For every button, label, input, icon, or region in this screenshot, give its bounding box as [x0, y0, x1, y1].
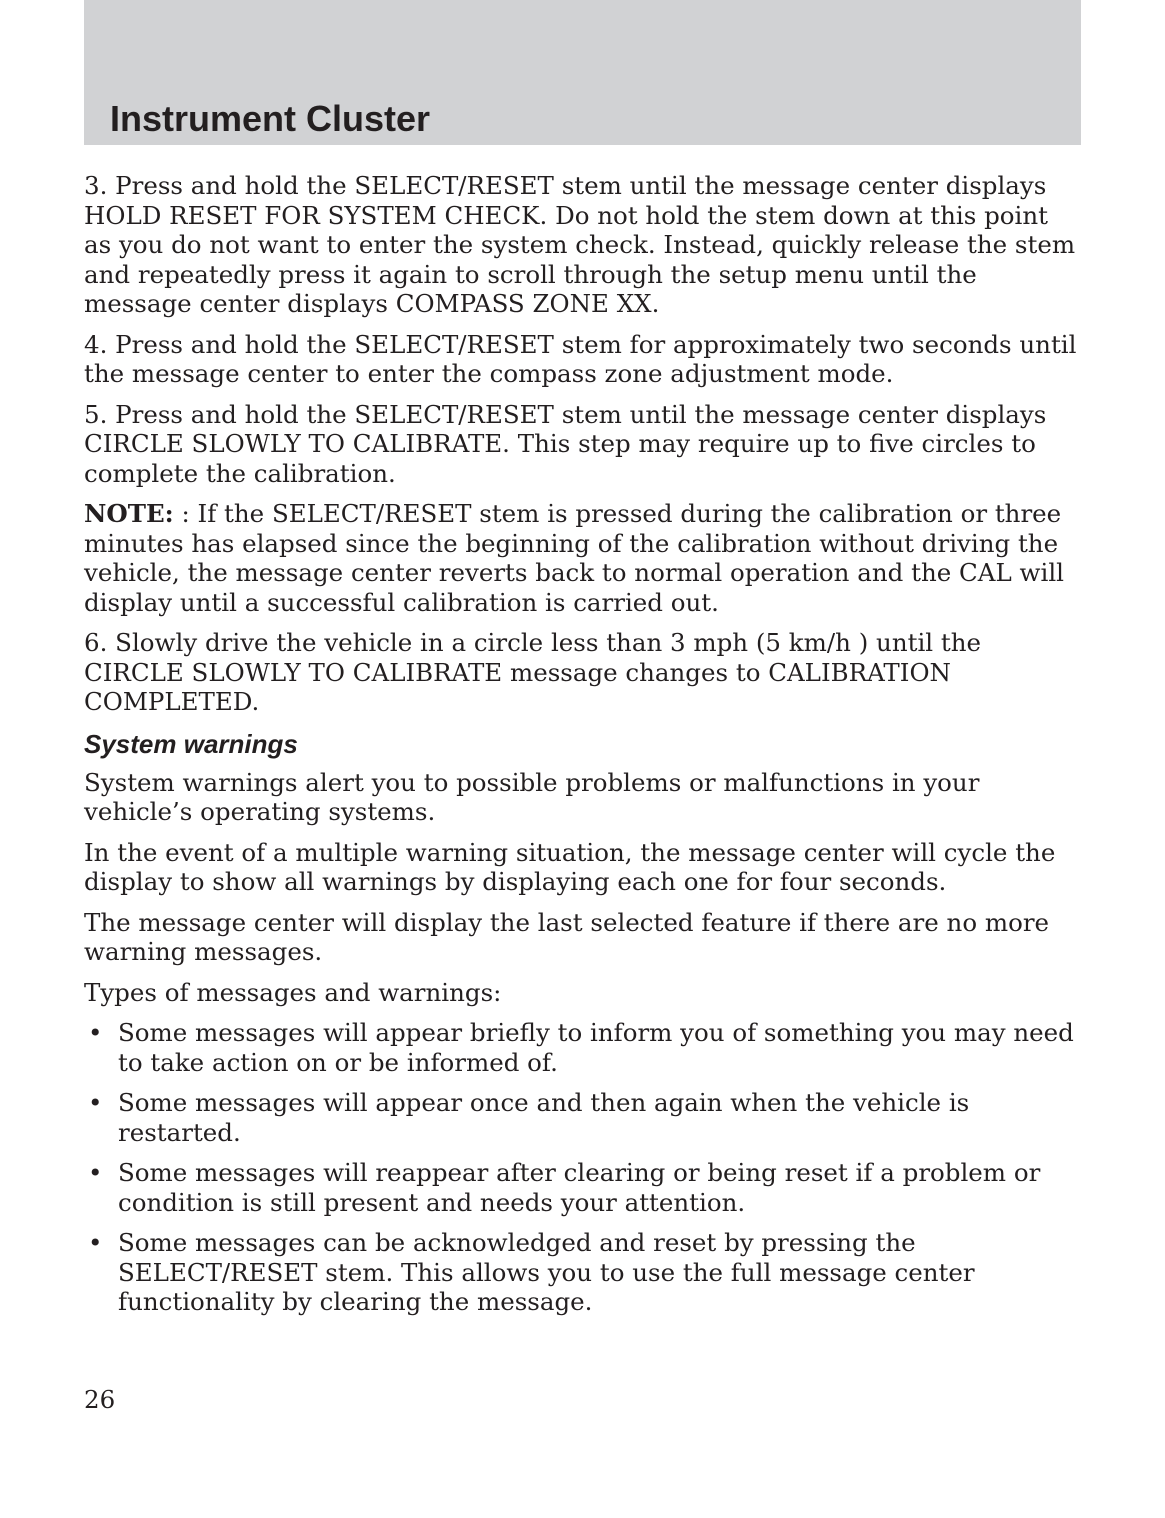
page-number: 26 — [84, 1385, 116, 1414]
list-item-text: Some messages can be acknowledged and reset by pressing the SELECT/RESET stem. This allows you to use the full message center functionality by clearing the message. — [118, 1228, 975, 1316]
header-band — [84, 0, 1081, 145]
list-item — [84, 1158, 1081, 1217]
last-feature-paragraph: The message center will display the last selected feature if there are no more warning messages. — [84, 907, 1050, 966]
step-5-paragraph: 5. Press and hold the SELECT/RESET stem until the message center displays CIRCLE SLOWLY TO CALIBRATE. This step may require up to five circles to complete the calibration. — [84, 399, 1047, 488]
page-title: Instrument Cluster — [110, 98, 431, 139]
bullet-icon: • — [88, 1018, 103, 1047]
note-text: : If the SELECT/RESET stem is pressed during the calibration or three minutes has elapsed since the beginning of the calibration without driving the vehicle, the message center reverts back to normal operation and the CAL will display until a successful calibration is carried out. — [84, 499, 1064, 617]
bullet-icon: • — [88, 1228, 103, 1257]
list-item-text: Some messages will appear once and then again when the vehicle is restarted. — [118, 1088, 970, 1147]
bullet-icon: • — [88, 1088, 103, 1117]
note-paragraph — [84, 499, 1081, 617]
bullet-icon: • — [88, 1158, 103, 1187]
step-4-paragraph: 4. Press and hold the SELECT/RESET stem for approximately two seconds until the message center to enter the compass zone adjustment mode. — [84, 329, 1077, 388]
list-item-text: Some messages will reappear after clearing or being reset if a problem or condition is still present and needs your attention. — [118, 1158, 1041, 1217]
list-item-text: Some messages will appear briefly to inform you of something you may need to take action on or be informed of. — [118, 1018, 1074, 1077]
system-warnings-heading: System warnings — [84, 728, 298, 759]
main-content — [84, 171, 1081, 1328]
system-warnings-intro: System warnings alert you to possible problems or malfunctions in your vehicle’s operating systems. — [84, 767, 980, 826]
list-item — [84, 1018, 1081, 1077]
list-item — [84, 1088, 1081, 1147]
multiple-warning-paragraph: In the event of a multiple warning situation, the message center will cycle the display to show all warnings by displaying each one for four seconds. — [84, 837, 1056, 896]
list-item — [84, 1228, 1081, 1317]
step-3-paragraph: 3. Press and hold the SELECT/RESET stem until the message center displays HOLD RESET FOR SYSTEM CHECK. Do not hold the stem down at this point as you do not want to enter the system check. Instead, quickly release the stem and repeatedly press it again to scroll through the setup menu until the message center displays COMPASS ZONE XX. — [84, 171, 1076, 318]
step-6-paragraph: 6. Slowly drive the vehicle in a circle less than 3 mph (5 km/h ) until the CIRCLE SLOWLY TO CALIBRATE message changes to CALIBRATION COMPLETED. — [84, 628, 982, 716]
message-types-list — [84, 1018, 1081, 1317]
types-paragraph: Types of messages and warnings: — [84, 977, 502, 1007]
note-label: NOTE: — [84, 499, 174, 528]
